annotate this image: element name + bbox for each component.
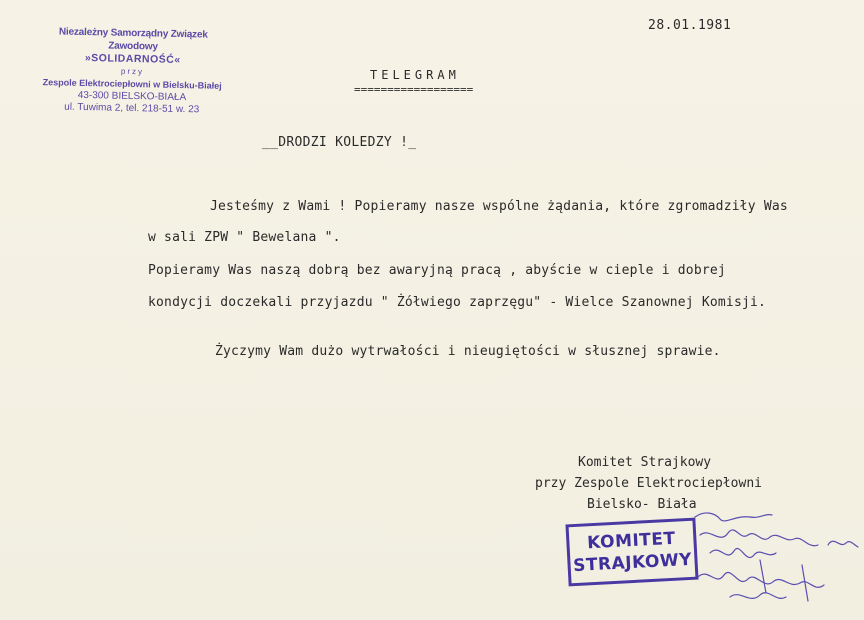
komitet-stamp-line-1: KOMITET — [586, 528, 677, 554]
komitet-strajkowy-stamp — [565, 518, 698, 587]
body-line-1: Jesteśmy z Wami ! Popieramy nasze wspólne żądania, które zgromadziły Was — [210, 199, 788, 214]
komitet-stamp-line-2: STRAJKOWY — [572, 549, 693, 577]
stamp-line-solidarnosc: »SOLIDARNOŚĆ« — [84, 52, 181, 67]
stamp-line-przy: przy — [120, 66, 145, 76]
stamp-line-address: ul. Tuwima 2, tel. 218-51 w. 23 — [64, 101, 200, 116]
stamp-line-union: Niezależny Samorządny Związek Zawodowy — [58, 26, 208, 53]
stamp-line-zespol: Zespole Elektrociepłowni w Bielsku-Białej — [42, 77, 222, 91]
body-line-2: w sali ZPW " Bewelana ". — [148, 230, 341, 245]
stamp-line-postcode: 43-300 BIELSKO-BIAŁA — [77, 89, 187, 103]
document-date: 28.01.1981 — [648, 18, 732, 33]
document-title: TELEGRAM — [370, 68, 460, 82]
signature-line-1: Komitet Strajkowy — [578, 455, 712, 470]
body-line-5: Życzymy Wam dużo wytrwałości i nieugiętości w słusznej sprawie. — [215, 344, 721, 359]
solidarnosc-stamp — [39, 26, 226, 117]
body-line-4: kondycji doczekali przyjazdu " Żółwiego zaprzęgu" - Wielce Szanownej Komisji. — [148, 295, 767, 310]
body-line-3: Popieramy Was naszą dobrą bez awaryjną pracą , abyście w cieple i dobrej — [148, 263, 726, 278]
signature-line-2: przy Zespole Elektrociepłowni — [535, 476, 762, 491]
salutation: __DRODZI KOLEDZY !_ — [262, 135, 417, 150]
signature-line-3: Bielsko- Biała — [587, 497, 697, 512]
title-underline: ================== — [354, 83, 474, 96]
handwritten-signatures — [690, 505, 860, 615]
